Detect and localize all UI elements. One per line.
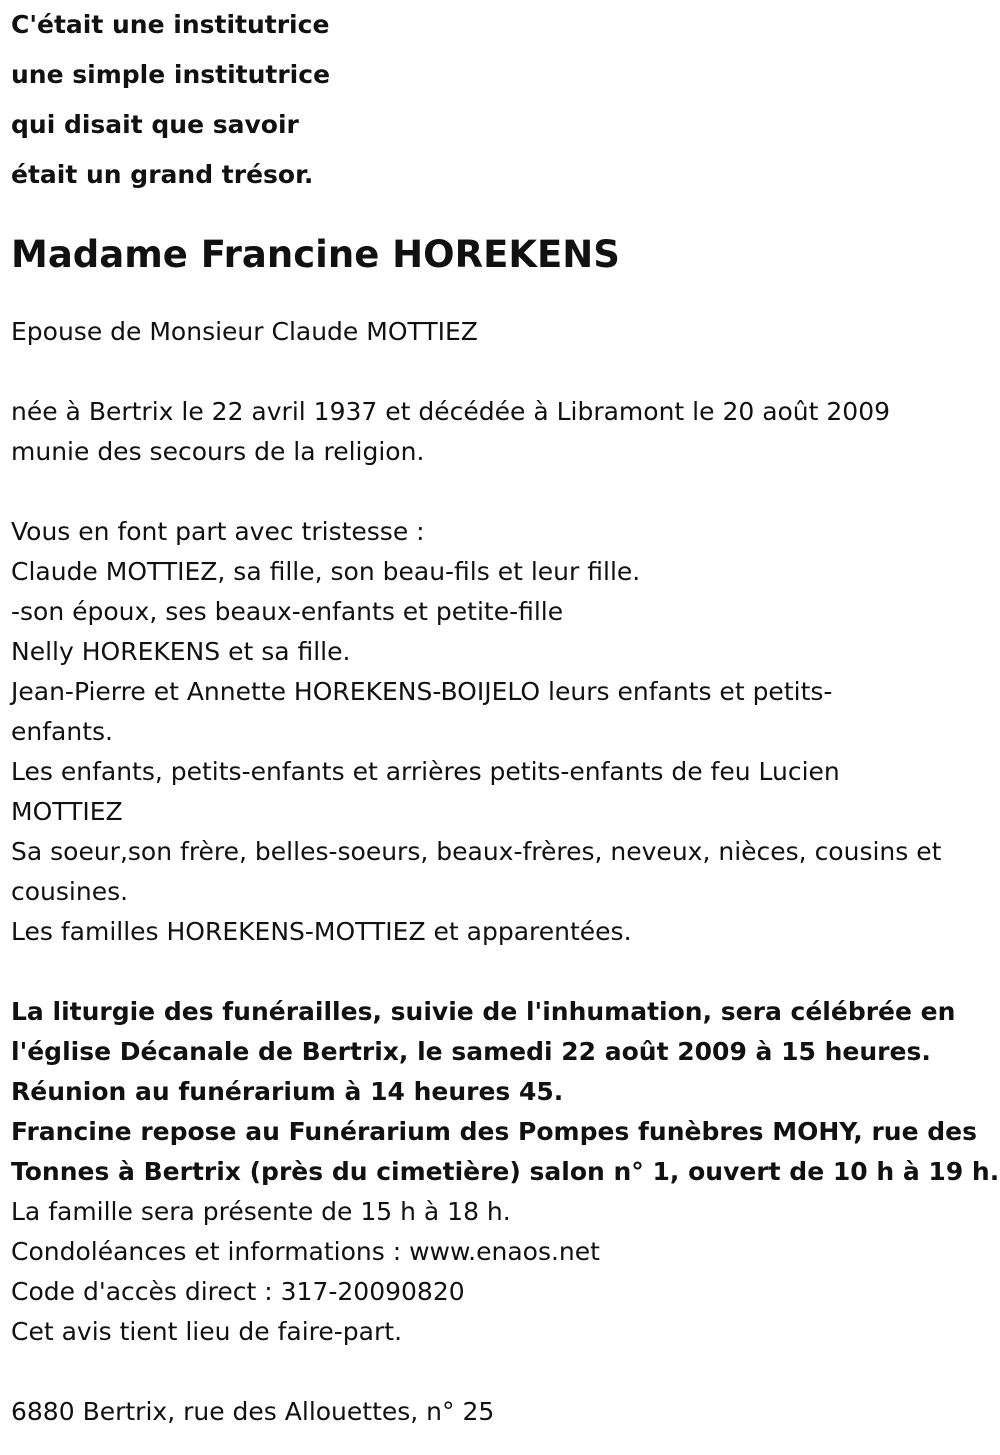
- birth-death-line: née à Bertrix le 22 avril 1937 et décédée à Libramont le 20 août 2009: [11, 397, 891, 426]
- family-line: Les familles HOREKENS-MOTTIEZ et apparentées.: [11, 917, 632, 946]
- info-line: Condoléances et informations : www.enaos.net: [11, 1237, 600, 1266]
- poem-line: qui disait que savoir: [11, 110, 299, 139]
- family-line: MOTTIEZ: [11, 797, 123, 826]
- family-line: enfants.: [11, 717, 113, 746]
- family-line: Sa soeur,son frère, belles-soeurs, beaux-frères, neveux, nièces, cousins et: [11, 837, 942, 866]
- birth-death-line: munie des secours de la religion.: [11, 437, 425, 466]
- birth-death-block: [11, 392, 991, 472]
- obituary-notice: [11, 0, 1000, 1432]
- info-line: La famille sera présente de 15 h à 18 h.: [11, 1197, 511, 1226]
- ceremony-line: Réunion au funérarium à 14 heures 45.: [11, 1077, 564, 1106]
- poem-line: C'était une institutrice: [11, 10, 330, 39]
- poem-line: était un grand trésor.: [11, 160, 314, 189]
- family-line: Nelly HOREKENS et sa fille.: [11, 637, 351, 666]
- info-line: Cet avis tient lieu de faire-part.: [11, 1317, 403, 1346]
- family-line: cousines.: [11, 877, 129, 906]
- deceased-name: Madame Francine HOREKENS: [11, 233, 620, 276]
- family-line: -son époux, ses beaux-enfants et petite-fille: [11, 597, 564, 626]
- address: 6880 Bertrix, rue des Allouettes, n° 25: [11, 1397, 495, 1426]
- ceremony-block: [11, 992, 1000, 1192]
- ceremony-line: Tonnes à Bertrix (près du cimetière) salon n° 1, ouvert de 10 h à 19 h.: [11, 1157, 1000, 1186]
- info-block: [11, 1192, 991, 1352]
- ceremony-line: La liturgie des funérailles, suivie de l'inhumation, sera célébrée en: [11, 997, 956, 1026]
- spouse-line: Epouse de Monsieur Claude MOTTIEZ: [11, 317, 478, 346]
- family-line: Jean-Pierre et Annette HOREKENS-BOIJELO leurs enfants et petits-: [11, 677, 833, 706]
- family-line: Vous en font part avec tristesse :: [11, 517, 425, 546]
- poem-line: une simple institutrice: [11, 60, 331, 89]
- family-line: Claude MOTTIEZ, sa fille, son beau-fils et leur fille.: [11, 557, 641, 586]
- family-line: Les enfants, petits-enfants et arrières petits-enfants de feu Lucien: [11, 757, 840, 786]
- ceremony-line: Francine repose au Funérarium des Pompes funèbres MOHY, rue des: [11, 1117, 977, 1146]
- ceremony-line: l'église Décanale de Bertrix, le samedi 22 août 2009 à 15 heures.: [11, 1037, 931, 1066]
- family-block: [11, 512, 991, 952]
- poem: [11, 0, 991, 200]
- info-line: Code d'accès direct : 317-20090820: [11, 1277, 465, 1306]
